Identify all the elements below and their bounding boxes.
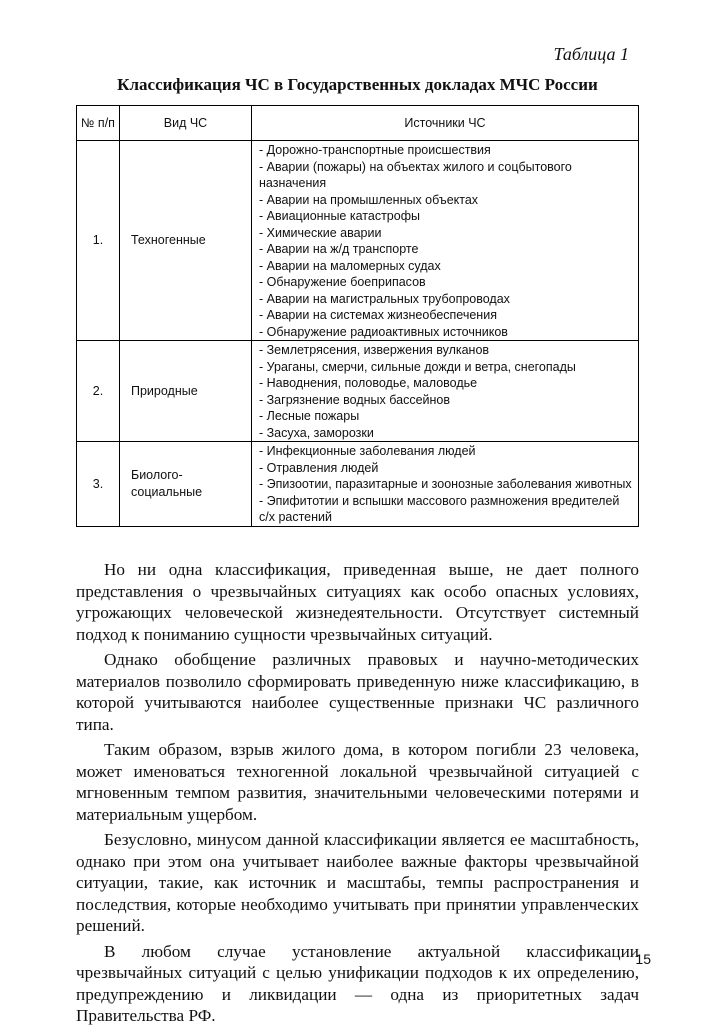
table-row xyxy=(77,442,639,527)
paragraph: Безусловно, минусом данной классификации является ее масштабность, однако при этом она учитывает наиболее важные факторы чрезвычайной ситуации, такие, как источник и масштабы, темпы распространения и последствия, которые необходимо учитывать при принятии управленческих решений. xyxy=(76,830,639,935)
source-item: - Засуха, заморозки xyxy=(259,425,374,440)
source-item: - Аварии на промышленных объектах xyxy=(259,192,479,207)
source-item: - Аварии на маломерных судах xyxy=(259,258,441,273)
source-item: - Землетрясения, извержения вулканов xyxy=(259,343,490,357)
header-number: № п/п xyxy=(77,106,120,141)
page-number: 15 xyxy=(635,951,651,967)
source-item: - Химические аварии xyxy=(259,225,382,240)
table-title: Классификация ЧС в Государственных докладах МЧС России xyxy=(117,75,598,94)
row-sources xyxy=(252,341,639,442)
source-item: - Эпифитотии и вспышки массового размножения вредителей с/х растений xyxy=(259,493,620,524)
classification-table xyxy=(76,105,639,527)
table-row xyxy=(77,141,639,341)
source-item: - Загрязнение водных бассейнов xyxy=(259,392,451,407)
paragraph: Однако обобщение различных правовых и научно-методических материалов позволило сформировать приведенную ниже классификацию, в которой учитываются наиболее существенные признаки ЧС различного типа. xyxy=(76,650,639,734)
body-text xyxy=(76,559,639,1031)
row-number: 3. xyxy=(77,442,120,527)
source-item: - Ураганы, смерчи, сильные дожди и ветра, снегопады xyxy=(259,359,576,374)
row-number: 1. xyxy=(77,141,120,341)
paragraph: В любом случае установление актуальной классификации чрезвычайных ситуаций с целью унификации подходов к их определению, предупреждению и ликвидации — одна из приоритетных задач Правительства РФ. xyxy=(76,941,639,1025)
row-type: Биолого-социальные xyxy=(120,442,252,527)
source-item: - Авиационные катастрофы xyxy=(259,209,420,223)
row-type: Техногенные xyxy=(120,141,252,341)
source-item: - Отравления людей xyxy=(259,460,379,475)
source-item: - Аварии (пожары) на объектах жилого и соцбытового назначения xyxy=(259,159,572,190)
source-item: - Инфекционные заболевания людей xyxy=(259,444,476,458)
source-item: - Наводнения, половодье, маловодье xyxy=(259,376,478,390)
source-item: - Дорожно-транспортные происшествия xyxy=(259,143,491,157)
table-header-row xyxy=(77,106,639,141)
source-item: - Аварии на ж/д транспорте xyxy=(259,242,419,256)
table-caption: Таблица 1 xyxy=(553,44,629,64)
row-number: 2. xyxy=(77,341,120,442)
header-type: Вид ЧС xyxy=(120,106,252,141)
source-item: - Аварии на системах жизнеобеспечения xyxy=(259,308,497,322)
paragraph: Но ни одна классификация, приведенная выше, не дает полного представления о чрезвычайных ситуациях как особо опасных условиях, угрожающих человеческой жизнедеятельности. Отсутствует системный подход к пониманию сущности чрезвычайных ситуаций. xyxy=(76,560,639,644)
source-item: - Аварии на магистральных трубопроводах xyxy=(259,291,510,306)
row-sources xyxy=(252,442,639,527)
paragraph: Таким образом, взрыв жилого дома, в котором погибли 23 человека, может именоваться техногенной локальной чрезвычайной ситуацией с мгновенным темпом развития, значительными человеческими потерями и материальным ущербом. xyxy=(76,740,639,824)
table-row xyxy=(77,341,639,442)
source-item: - Обнаружение радиоактивных источников xyxy=(259,324,508,339)
source-item: - Обнаружение боеприпасов xyxy=(259,275,426,289)
header-sources: Источники ЧС xyxy=(252,106,639,141)
source-item: - Лесные пожары xyxy=(259,409,360,423)
source-item: - Эпизоотии, паразитарные и зоонозные заболевания животных xyxy=(259,477,632,491)
row-type: Природные xyxy=(120,341,252,442)
row-sources xyxy=(252,141,639,341)
